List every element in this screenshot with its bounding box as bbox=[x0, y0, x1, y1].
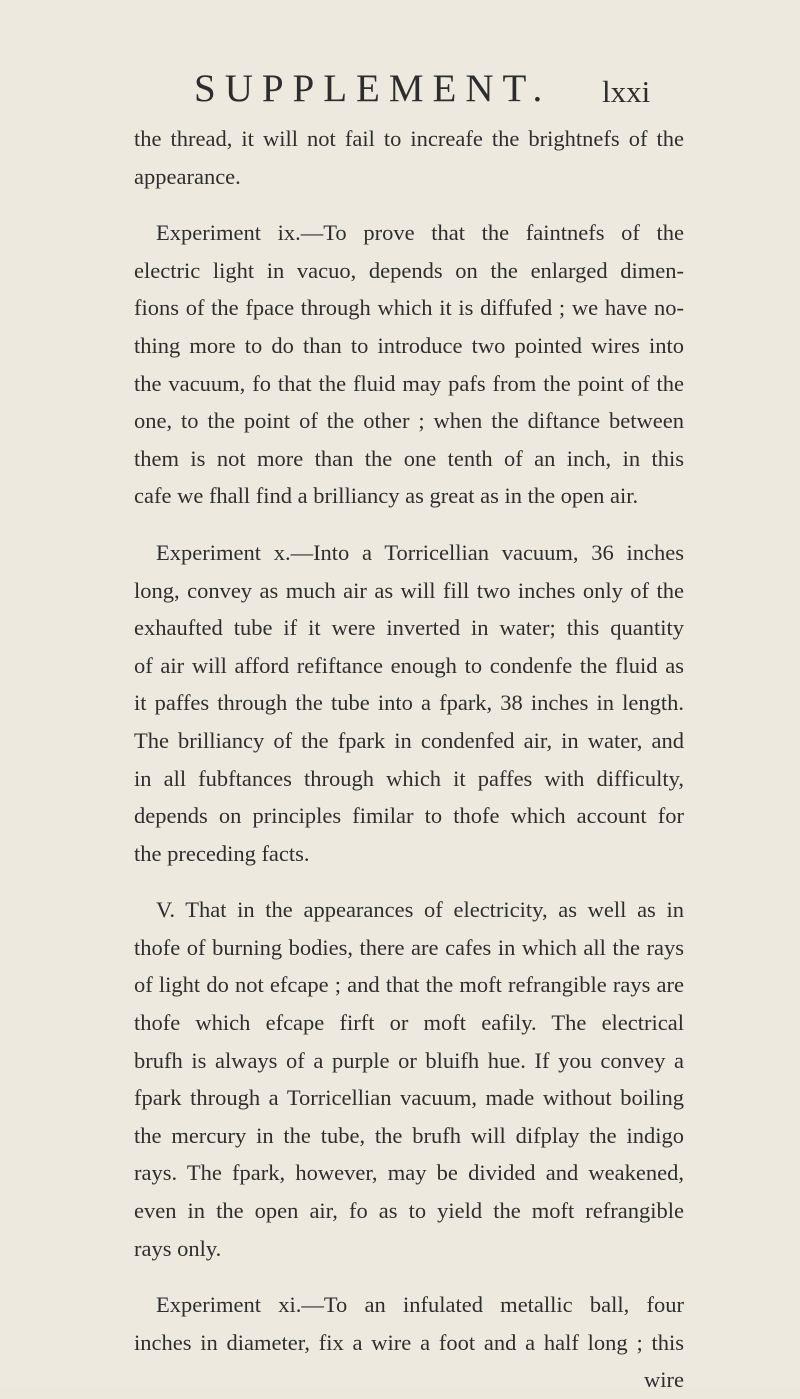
text-line: Experiment ix.—To prove that the faintnefs of the bbox=[156, 220, 684, 246]
text-line: thofe which efcape firft or moft eafily. The electrical bbox=[134, 1010, 684, 1036]
text-line: Experiment x.—Into a Torricellian vacuum, 36 inches bbox=[156, 539, 684, 565]
text-line: depends on principles fimilar to thofe which account for bbox=[134, 803, 684, 829]
paragraph-experiment-xi bbox=[134, 1286, 684, 1399]
text-line: brufh is always of a purple or bluifh hue. If you convey a bbox=[134, 1047, 684, 1073]
text-line: Experiment xi.—To an infulated metallic ball, four bbox=[156, 1292, 684, 1318]
catchword: wire bbox=[644, 1367, 684, 1393]
text-line: long, convey as much air as will fill two inches only of the bbox=[134, 577, 684, 603]
text-line: fions of the fpace through which it is diffufed ; we have no- bbox=[134, 295, 684, 321]
paragraph-section-v bbox=[134, 891, 684, 1267]
text-line: V. That in the appearances of electricity, as well as in bbox=[156, 897, 684, 923]
text-line: rays. The fpark, however, may be divided and weakened, bbox=[134, 1160, 684, 1186]
paragraph-gap bbox=[134, 872, 684, 891]
text-line: the preceding facts. bbox=[134, 840, 310, 866]
text-line: thofe of burning bodies, there are cafes in which all the rays bbox=[134, 934, 684, 960]
text-line: the mercury in the tube, the brufh will difplay the indigo bbox=[134, 1122, 684, 1148]
text-line: the vacuum, fo that the fluid may pafs from the point of the bbox=[134, 370, 684, 396]
page-number: lxxi bbox=[602, 74, 651, 109]
paragraph-gap bbox=[134, 515, 684, 534]
text-line: rays only. bbox=[134, 1235, 222, 1261]
text-line: them is not more than the one tenth of an inch, in this bbox=[134, 445, 684, 471]
text-line: even in the open air, fo as to yield the moft refrangible bbox=[134, 1198, 684, 1224]
paragraph-gap bbox=[134, 1267, 684, 1286]
paragraph-experiment-x bbox=[134, 534, 684, 872]
body-text bbox=[134, 120, 684, 1399]
text-line: inches in diameter, fix a wire a foot and a half long ; this bbox=[134, 1329, 684, 1355]
paragraph-experiment-ix bbox=[134, 214, 684, 515]
text-line: it paffes through the tube into a fpark, 38 inches in length. bbox=[134, 690, 684, 716]
text-line: electric light in vacuo, depends on the enlarged dimen- bbox=[134, 257, 684, 283]
paragraph-gap bbox=[134, 195, 684, 214]
text-line: The brilliancy of the fpark in condenfed air, in water, and bbox=[134, 727, 684, 753]
running-head: SUPPLEMENT. bbox=[194, 67, 552, 110]
text-line: of light do not efcape ; and that the moft refrangible rays are bbox=[134, 972, 684, 998]
text-line: exhaufted tube if it were inverted in water; this quantity bbox=[134, 615, 684, 641]
text-line: cafe we fhall find a brilliancy as great as in the open air. bbox=[134, 483, 639, 509]
text-line: fpark through a Torricellian vacuum, made without boiling bbox=[134, 1085, 684, 1111]
paragraph-continuation bbox=[134, 120, 684, 195]
text-line: the thread, it will not fail to increafe the brightnefs of the bbox=[134, 126, 684, 151]
text-line: appearance. bbox=[134, 163, 241, 189]
text-line: in all fubftances through which it paffes with difficulty, bbox=[134, 765, 684, 791]
text-line: of air will afford refiftance enough to condenfe the fluid as bbox=[134, 652, 684, 678]
text-line: one, to the point of the other ; when the diftance between bbox=[134, 408, 684, 434]
page-header bbox=[194, 66, 714, 116]
text-line: thing more to do than to introduce two pointed wires into bbox=[134, 332, 684, 358]
